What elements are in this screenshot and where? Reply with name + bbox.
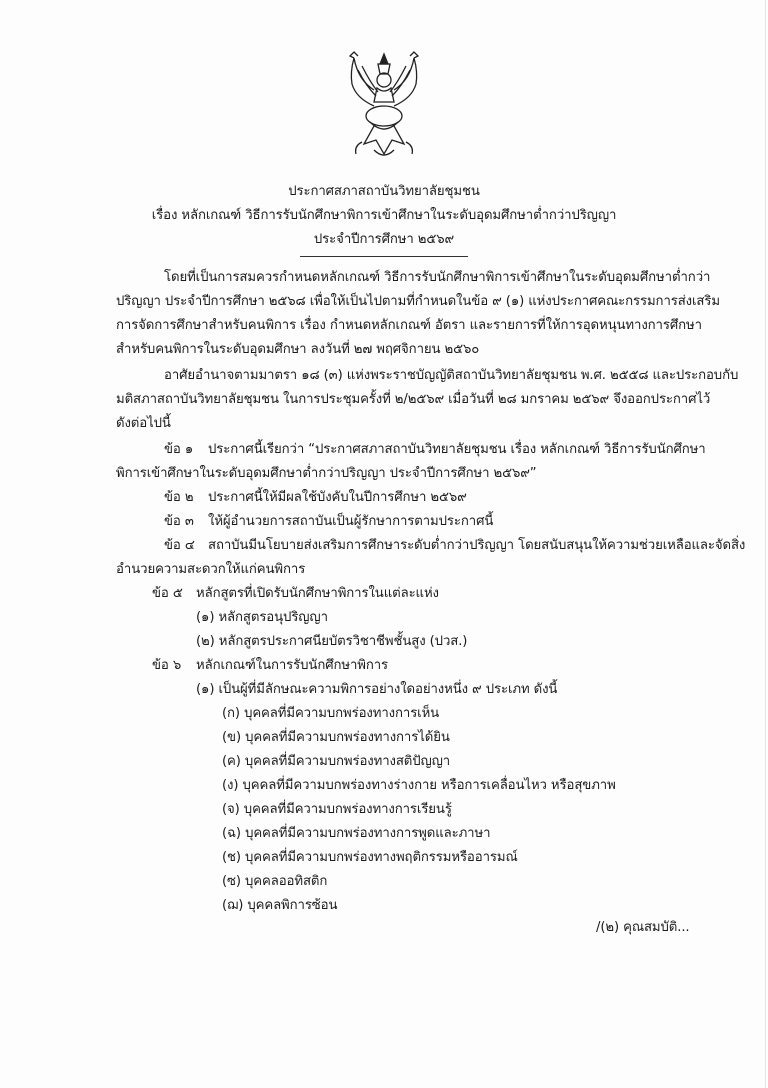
disability-type: (ช) บุคคลที่มีความบกพร่องทางพฤติกรรมหรืออารมณ์ [222,850,518,865]
clause-label: ข้อ ๖ [152,658,182,673]
header-divider [300,256,468,257]
clause-text: ประกาศนี้ให้มีผลใช้บังคับในปีการศึกษา ๒๕๖๙ [208,490,467,505]
clause-text: หลักเกณฑ์ในการรับนักศึกษาพิการ [196,658,389,673]
disability-type: (ง) บุคคลที่มีความบกพร่องทางร่างกาย หรือการเคลื่อนไหว หรือสุขภาพ [222,778,616,793]
clause-text: สถาบันมีนโยบายส่งเสริมการศึกษาระดับต่ำกว่าปริญญา โดยสนับสนุนให้ความช่วยเหลือและจัดสิ่ง [208,538,746,553]
clause-text: หลักสูตรที่เปิดรับนักศึกษาพิการในแต่ละแห่ง [196,586,439,601]
authority-line: ดังต่อไปนี้ [116,416,171,431]
list-item: (๑) หลักสูตรอนุปริญญา [196,610,328,625]
preamble-line: สำหรับคนพิการในระดับอุดมศึกษา ลงวันที่ ๒๗ พฤศจิกายน ๒๕๖๐ [116,342,480,357]
garuda-emblem-icon [344,50,424,168]
list-item: (๒) หลักสูตรประกาศนียบัตรวิชาชีพชั้นสูง (ปวส.) [196,634,468,649]
disability-type: (ค) บุคคลที่มีความบกพร่องทางสติปัญญา [222,754,451,769]
list-item: (๑) เป็นผู้ที่มีลักษณะความพิการอย่างใดอย่างหนึ่ง ๙ ประเภท ดังนี้ [196,682,558,697]
disability-type: (ฉ) บุคคลที่มีความบกพร่องทางการพูดและภาษา [222,826,491,841]
clause-label: ข้อ ๑ [164,442,194,457]
clause-label: ข้อ ๔ [164,538,195,553]
clause-text: อำนวยความสะดวกให้แก่คนพิการ [116,562,306,577]
clause-label: ข้อ ๕ [152,586,183,601]
disability-type: (ข) บุคคลที่มีความบกพร่องทางการได้ยิน [222,730,450,745]
clause-text: ประกาศนี้เรียกว่า “ประกาศสภาสถาบันวิทยาลัยชุมชน เรื่อง หลักเกณฑ์ วิธีการรับนักศึกษา [208,442,706,457]
authority-line: มติสภาสถาบันวิทยาลัยชุมชน ในการประชุมครั้งที่ ๒/๒๕๖๙ เมื่อวันที่ ๒๘ มกราคม ๒๕๖๙ จึงออกประกาศไว้ [116,392,711,407]
clause-text: ให้ผู้อำนวยการสถาบันเป็นผู้รักษาการตามประกาศนี้ [208,514,494,529]
preamble-line: การจัดการศึกษาสำหรับคนพิการ เรื่อง กำหนดหลักเกณฑ์ อัตรา และรายการที่ให้การอุดหนุนทางการศึกษา [116,318,702,333]
disability-type: (ซ) บุคคลออทิสติก [222,874,328,889]
continuation-note: /(๒) คุณสมบัติ... [596,920,690,935]
header-issuer: ประกาศสภาสถาบันวิทยาลัยชุมชน [288,184,480,199]
preamble-line: โดยที่เป็นการสมควรกำหนดหลักเกณฑ์ วิธีการรับนักศึกษาพิการเข้าศึกษาในระดับอุดมศึกษาต่ำกว่า [164,270,711,285]
authority-line: อาศัยอำนาจตามมาตรา ๑๘ (๓) แห่งพระราชบัญญัติสถาบันวิทยาลัยชุมชน พ.ศ. ๒๕๕๘ และประกอบกับ [164,368,739,383]
clause-label: ข้อ ๒ [164,490,194,505]
clause-text: พิการเข้าศึกษาในระดับอุดมศึกษาต่ำกว่าปริญญา ประจำปีการศึกษา ๒๕๖๙” [116,466,537,481]
clause-label: ข้อ ๓ [164,514,194,529]
disability-type: (ก) บุคคลที่มีความบกพร่องทางการเห็น [222,706,440,721]
page-edge [765,0,766,1088]
disability-type: (ฌ) บุคคลพิการซ้อน [222,898,338,913]
disability-type: (จ) บุคคลที่มีความบกพร่องทางการเรียนรู้ [222,802,452,817]
header-year: ประจำปีการศึกษา ๒๕๖๙ [313,232,455,247]
preamble-line: ปริญญา ประจำปีการศึกษา ๒๕๖๘ เพื่อให้เป็นไปตามที่กำหนดในข้อ ๙ (๑) แห่งประกาศคณะกรรมการส่งเสริม [116,294,720,309]
header-subject: เรื่อง หลักเกณฑ์ วิธีการรับนักศึกษาพิการเข้าศึกษาในระดับอุดมศึกษาต่ำกว่าปริญญา [151,208,617,223]
